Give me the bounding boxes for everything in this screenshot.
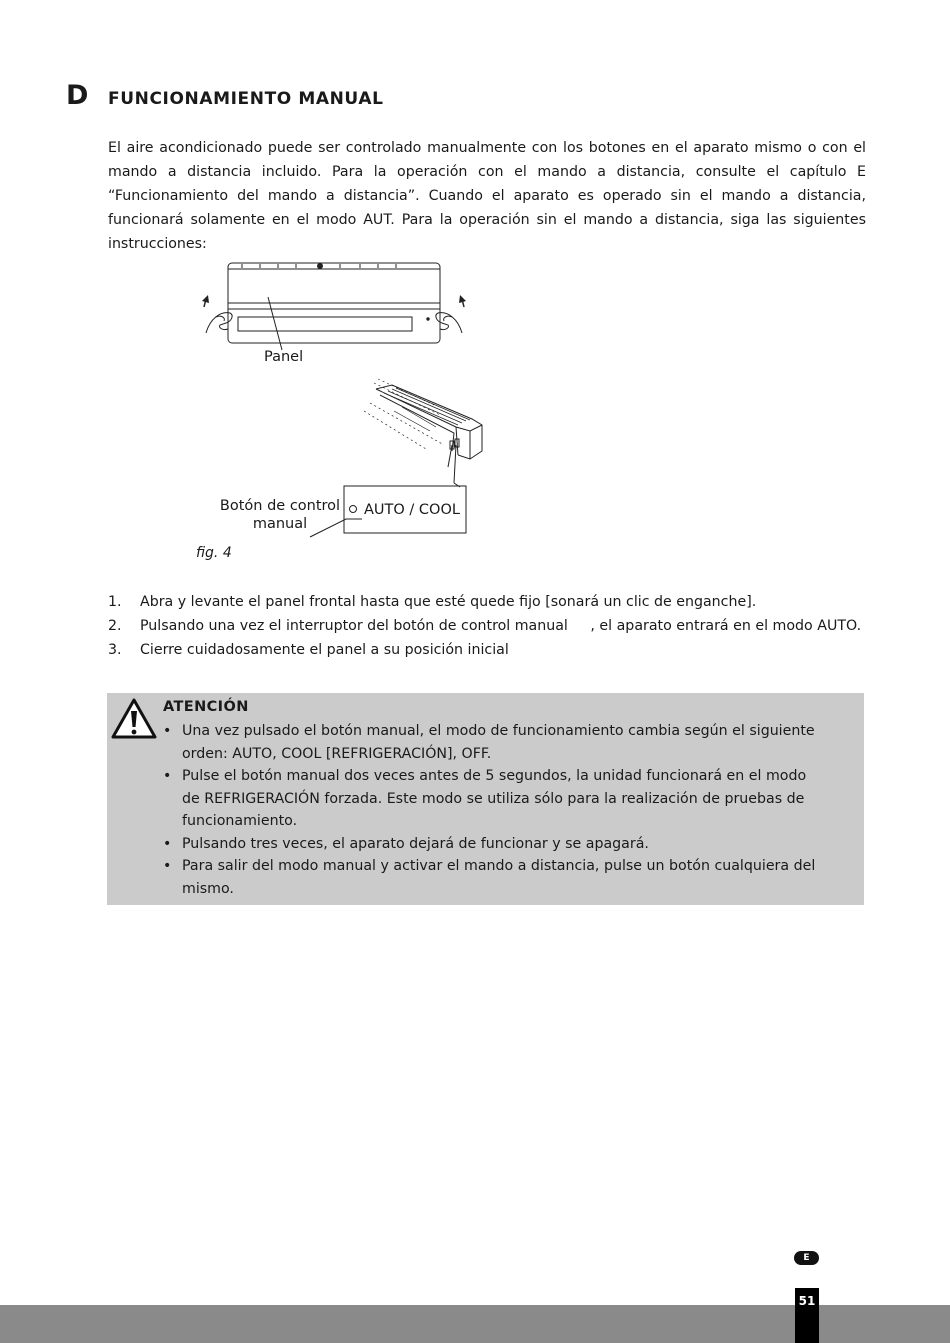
warning-item: • Para salir del modo manual y activar el mando a distancia, pulse un botón cualquiera del mismo.: [162, 855, 822, 900]
figure-4: [190, 255, 510, 575]
warning-box: [107, 693, 864, 905]
step-number: 1.: [108, 594, 122, 610]
instruction-steps: [108, 590, 868, 662]
manual-button-label-line2: manual: [252, 516, 308, 532]
panel-label: Panel: [264, 349, 304, 365]
manual-button-label-line1: Botón de control: [219, 498, 341, 514]
step-item: [108, 638, 868, 662]
section-letter: D: [66, 80, 89, 111]
intro-paragraph: El aire acondicionado puede ser controlado manualmente con los botones en el aparato mismo o con el mando a distancia incluido. Para la operación con el mando a distancia, consulte el capítulo E “Funcionamiento del mando a distancia”. Cuando el aparato es operado sin el mando a distancia, funcionará solamente en el modo AUT. Para la operación sin el mando a distancia, siga las siguientes instrucciones:: [108, 140, 866, 252]
auto-cool-button-text: AUTO / COOL: [364, 502, 460, 518]
manual-button-label: [210, 497, 350, 533]
step-text: Cierre cuidadosamente el panel a su posición inicial: [140, 642, 509, 658]
warning-item: • Pulse el botón manual dos veces antes de 5 segundos, la unidad funcionará en el modo de REFRIGERACIÓN forzada. Este modo se utiliza sólo para la realización de pruebas de funcionamiento.: [162, 765, 822, 833]
step-text: Abra y levante el panel frontal hasta que esté quede fijo [sonará un clic de enganche].: [140, 594, 757, 610]
warning-item: • Una vez pulsado el botón manual, el modo de funcionamiento cambia según el siguiente orden: AUTO, COOL [REFRIGERACIÓN], OFF.: [162, 720, 822, 765]
step-number: 2.: [108, 618, 122, 634]
language-badge: E: [794, 1251, 819, 1265]
step-item: [108, 590, 868, 614]
warning-title: ATENCIÓN: [163, 699, 249, 715]
step-number: 3.: [108, 642, 122, 658]
figure-caption: fig. 4: [196, 545, 232, 561]
page-number: 51: [795, 1288, 819, 1343]
warning-item: • Pulsando tres veces, el aparato dejará de funcionar y se apagará.: [162, 833, 822, 856]
warning-list: [162, 720, 822, 900]
step-text: Pulsando una vez el interruptor del botón de control manual , el aparato entrará en el modo AUTO.: [140, 618, 862, 634]
warning-triangle-icon: [111, 697, 157, 739]
section-title: FUNCIONAMIENTO MANUAL: [108, 89, 384, 109]
step-item: [108, 614, 868, 638]
